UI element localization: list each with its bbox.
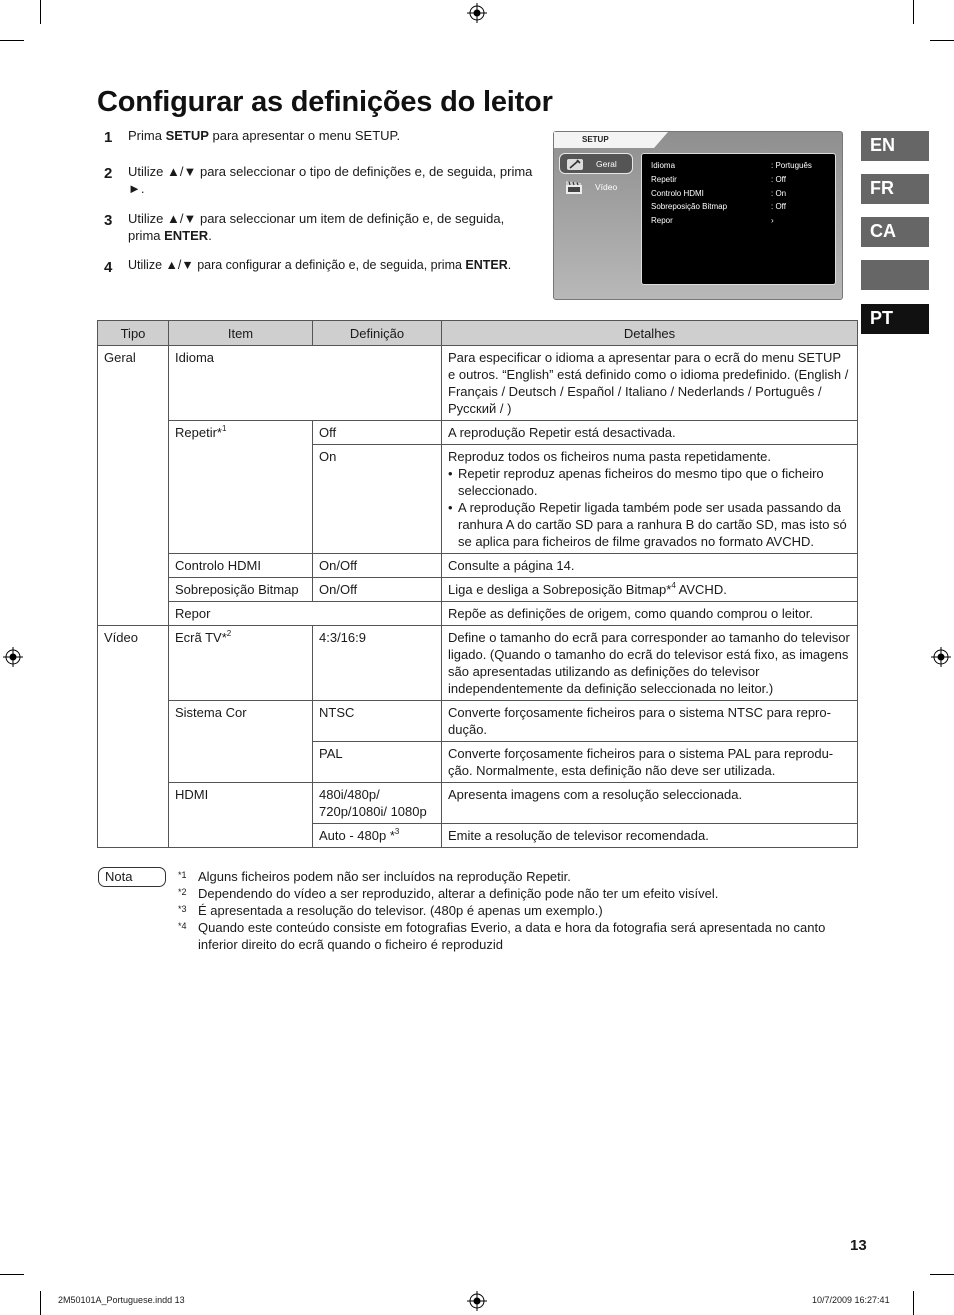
clapperboard-icon [565,180,583,194]
tipo-cell: Vídeo [98,626,169,701]
registration-mark-icon [467,1291,487,1311]
crop-mark [913,0,914,24]
menu-category-geral: Geral [559,153,633,174]
detail-cell: Para especificar o idioma a apresentar para o ecrã do menu SETUP e outros. “English” está definido como o idioma predefinido. (English / Français / Deutsch / Español / Italiano / Nederlands / Português / Русский / ) [442,346,858,421]
footnote: *1 Alguns ficheiros podem não ser incluídos na reprodução Repetir. [178,869,571,884]
detail-cell: Emite a resolução de televisor recomendada. [442,824,858,848]
language-tab-blank[interactable] [861,260,929,290]
table-row [98,701,858,742]
registration-mark-icon [467,3,487,23]
step-3: 3 Utilize ▲/▼ para seleccionar um item de definição e, de seguida, prima ENTER. [104,211,505,243]
language-tab-ca[interactable]: CA [861,217,929,247]
registration-mark-icon [3,647,23,667]
item-cell: Sistema Cor [169,701,313,783]
item-cell: Ecrã TV*$^2$ [169,626,313,701]
table-row [98,421,858,445]
crop-mark [913,1291,914,1315]
setup-row: Controlo HDMI : On [651,188,787,198]
definition-cell: On/Off [313,554,442,578]
table-header-row [98,321,858,346]
language-tab-en[interactable]: EN [861,131,929,161]
item-cell: HDMI [169,783,313,848]
table-row [98,602,858,626]
table-row [98,346,858,421]
step-2: 2 Utilize ▲/▼ para seleccionar o tipo de definições e, de seguida, prima ►. [104,164,533,196]
page-number: 13 [850,1237,867,1254]
definition-cell: Off [313,421,442,445]
footer-timestamp: 10/7/2009 16:27:41 [812,1295,890,1305]
footnote: *4 Quando este conteúdo consiste em fotografias Everio, a data e hora da fotografia será apresentada no canto inferior direito do ecrã quando o ficheiro é reproduzid [178,920,826,952]
detail-cell: Define o tamanho do ecrã para corresponder ao tamanho do televisor ligado. (Quando o tamanho do ecrã do televisor está fixo, as imagens são apresentadas utilizando as definições do televisor independentemente da definição seleccionada no leitor.) [442,626,858,701]
detail-cell: Reproduz todos os ficheiros numa pasta repetidamente. • Repetir reproduz apenas ficheiros do mesmo tipo que o ficheiro seleccionado. • A reprodução Repetir ligada também pode ser usada passando da ranhura A do cartão SD para a ranhura B do cartão SD, mas isto só se aplica para ficheiros de filme gravados no formato AVCHD. [442,445,858,554]
step-4: 4 Utilize ▲/▼ para configurar a definição e, de seguida, prima ENTER. [104,258,512,276]
detail-cell: Converte forçosamente ficheiros para o sistema NTSC para repro-dução. [442,701,858,742]
setup-row: Idioma : Português [651,161,812,170]
settings-table [97,320,858,848]
setup-tab: SETUP [554,132,654,148]
crop-mark [930,40,954,41]
definition-cell: 480i/480p/ 720p/1080i/ 1080p [313,783,442,824]
definition-cell: PAL [313,742,442,783]
definition-cell: On/Off [313,578,442,602]
menu-category-video: Vídeo [559,177,633,198]
setup-row: Repor › [651,216,774,226]
steps-list [104,127,534,274]
item-cell: Controlo HDMI [169,554,313,578]
definition-cell: On [313,445,442,554]
footnote: *3 É apresentada a resolução do televisor. (480p é apenas um exemplo.) [178,903,603,918]
item-cell: Repor [169,602,442,626]
footer-filename: 2M50101A_Portuguese.indd 13 [58,1295,185,1305]
item-cell: Sobreposição Bitmap [169,578,313,602]
footnote: *2 Dependendo do vídeo a ser reproduzido, alterar a definição pode não ter um efeito visível. [178,886,719,901]
definition-cell: Auto - 480p *$^3$ [313,824,442,848]
item-cell: Repetir*$^1$ [169,421,313,554]
header-tipo: Tipo [98,321,169,346]
crop-mark [40,0,41,24]
list-item: • A reprodução Repetir ligada também pode ser usada passando da ranhura A do cartão SD para a ranhura B do cartão SD, mas isto só se aplica para ficheiros de filme gravados no formato AVCHD. [458,499,851,550]
definition-cell: NTSC [313,701,442,742]
item-cell: Idioma [169,346,442,421]
definition-cell: 4:3/16:9 [313,626,442,701]
setup-row: Sobreposição Bitmap : Off [651,202,786,212]
detail-cell: Apresenta imagens com a resolução seleccionada. [442,783,858,824]
table-row [98,626,858,701]
detail-cell: Converte forçosamente ficheiros para o sistema PAL para reprodu-ção. Normalmente, esta definição não deve ser utilizada. [442,742,858,783]
crop-mark [0,40,24,41]
detail-cell: A reprodução Repetir está desactivada. [442,421,858,445]
nota-label: Nota [98,867,166,887]
registration-mark-icon [931,647,951,667]
setup-menu-screen [553,131,843,300]
setup-settings-panel [641,153,836,285]
step-1: 1 Prima SETUP para apresentar o menu SETUP. [104,128,401,146]
header-definicao: Definição [313,321,442,346]
setup-row: Repetir : Off [651,174,786,184]
bullet-list [448,465,851,550]
table-row [98,554,858,578]
tipo-cell: Geral [98,346,169,421]
crop-mark [40,1291,41,1315]
header-detalhes: Detalhes [442,321,858,346]
table-row [98,578,858,602]
crop-mark [930,1274,954,1275]
language-tab-fr[interactable]: FR [861,174,929,204]
detail-cell: Repõe as definições de origem, como quando comprou o leitor. [442,602,858,626]
tools-icon [566,157,584,171]
crop-mark [0,1274,24,1275]
list-item: • Repetir reproduz apenas ficheiros do mesmo tipo que o ficheiro seleccionado. [458,465,851,499]
header-item: Item [169,321,313,346]
detail-cell: Liga e desliga a Sobreposição Bitmap*$^4$ AVCHD. [442,578,858,602]
page-title: Configurar as definições do leitor [97,86,553,118]
language-tab-pt[interactable]: PT [861,304,929,334]
detail-cell: Consulte a página 14. [442,554,858,578]
table-row [98,783,858,824]
footnotes [178,868,858,953]
